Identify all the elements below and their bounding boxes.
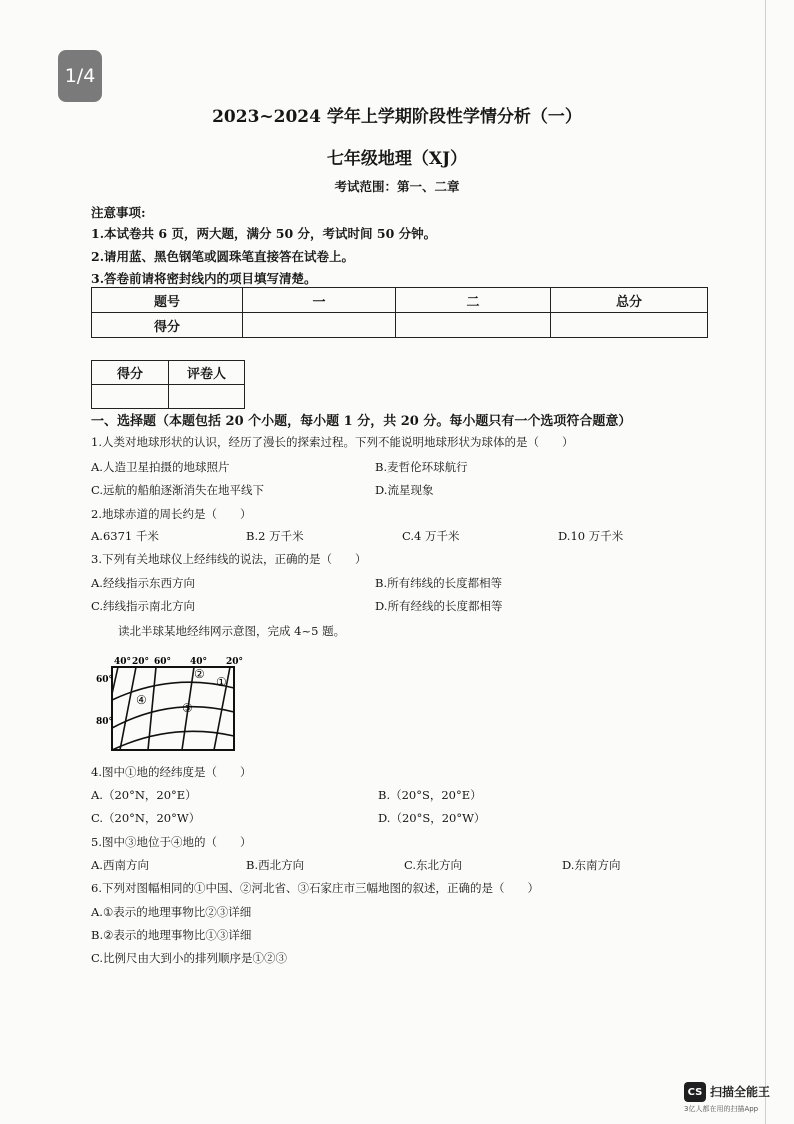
map-point-1: ① (216, 675, 227, 689)
option: C.（20°N，20°W） (91, 811, 201, 825)
scanner-app-name: 扫描全能王 (710, 1085, 771, 1099)
page-indicator: 1/4 (58, 50, 102, 102)
option: A.西南方向 (91, 858, 149, 872)
option: D.东南方向 (562, 858, 621, 872)
section-heading: 一、选择题（本题包括 20 个小题，每小题 1 分，共 20 分。每小题只有一个选项符合题意） (91, 414, 632, 429)
map-point-3: ③ (182, 701, 193, 715)
note-item: 1.本试卷共 6 页，两大题，满分 50 分，考试时间 50 分钟。 (91, 226, 437, 241)
map-top-label: 40° (114, 657, 132, 667)
map-top-label: 40° (190, 657, 208, 667)
option: A.经线指示东西方向 (91, 576, 195, 590)
option: C.纬线指示南北方向 (91, 599, 196, 613)
map-side-label: 80° (96, 717, 114, 727)
map-intro: 读北半球某地经纬网示意图，完成 4~5 题。 (118, 624, 346, 638)
score-row-label: 得分 (92, 313, 243, 338)
map-side-label: 60° (96, 675, 114, 685)
map-top-label: 20° (226, 657, 244, 667)
map-top-label: 20° (132, 657, 150, 667)
scanner-logo-icon: CS (684, 1082, 706, 1102)
notes-heading: 注意事项: (91, 205, 146, 220)
longitude-line (148, 667, 156, 750)
option: C.远航的船舶逐渐消失在地平线下 (91, 483, 265, 497)
grader-header-cell: 得分 (92, 361, 169, 385)
option: B.西北方向 (246, 858, 305, 872)
option: A.人造卫星拍摄的地球照片 (91, 460, 230, 474)
score-header-cell: 二 (396, 288, 551, 313)
option: C.东北方向 (404, 858, 463, 872)
scanner-tagline: 3亿人都在用的扫描App (684, 1105, 759, 1113)
grader-table (91, 360, 245, 409)
question-stem: 4.图中①地的经纬度是（ ） (91, 765, 252, 779)
option: C.4 万千米 (402, 529, 460, 543)
option: B.（20°S，20°E） (378, 788, 482, 802)
option: A.6371 千米 (91, 529, 159, 543)
grader-input-cell[interactable] (169, 385, 245, 409)
option: B.所有纬线的长度都相等 (375, 576, 503, 590)
option: B.麦哲伦环球航行 (375, 460, 468, 474)
question-stem: 5.图中③地位于④地的（ ） (91, 835, 252, 849)
latitude-line (112, 707, 234, 728)
score-header-cell: 题号 (92, 288, 243, 313)
question-stem: 6.下列对图幅相同的①中国、②河北省、③石家庄市三幅地图的叙述，正确的是（ ） (91, 881, 539, 895)
grader-input-cell[interactable] (92, 385, 169, 409)
score-input-cell[interactable] (396, 313, 551, 338)
score-header-cell: 一 (243, 288, 396, 313)
question-stem: 2.地球赤道的周长约是（ ） (91, 507, 252, 521)
question-stem: 3.下列有关地球仪上经纬线的说法，正确的是（ ） (91, 552, 367, 566)
longitude-line (120, 667, 136, 750)
note-item: 3.答卷前请将密封线内的项目填写清楚。 (91, 271, 317, 286)
graticule-map (92, 654, 252, 754)
option: B.②表示的地理事物比①③详细 (91, 928, 252, 942)
map-point-2: ② (194, 667, 205, 681)
score-input-cell[interactable] (243, 313, 396, 338)
exam-subtitle: 七年级地理（XJ） (326, 149, 468, 169)
option: D.所有经线的长度都相等 (375, 599, 503, 613)
map-top-label: 60° (154, 657, 172, 667)
question-stem: 1.人类对地球形状的认识，经历了漫长的探索过程。下列不能说明地球形状为球体的是（ ） (91, 435, 574, 449)
option: A.（20°N，20°E） (91, 788, 197, 802)
option: C.比例尺由大到小的排列顺序是①②③ (91, 951, 288, 965)
option: A.①表示的地理事物比②③详细 (91, 905, 252, 919)
option: D.流星现象 (375, 483, 434, 497)
score-input-cell[interactable] (551, 313, 708, 338)
option: B.2 万千米 (246, 529, 304, 543)
exam-title: 2023~2024 学年上学期阶段性学情分析（一） (212, 107, 582, 127)
score-header-cell: 总分 (551, 288, 708, 313)
map-point-4: ④ (136, 693, 147, 707)
score-table (91, 287, 708, 338)
option: D.10 万千米 (558, 529, 624, 543)
note-item: 2.请用蓝、黑色钢笔或圆珠笔直接答在试卷上。 (91, 249, 355, 264)
option: D.（20°S，20°W） (378, 811, 486, 825)
exam-scope: 考试范围：第一、二章 (334, 179, 460, 194)
grader-header-cell: 评卷人 (169, 361, 245, 385)
